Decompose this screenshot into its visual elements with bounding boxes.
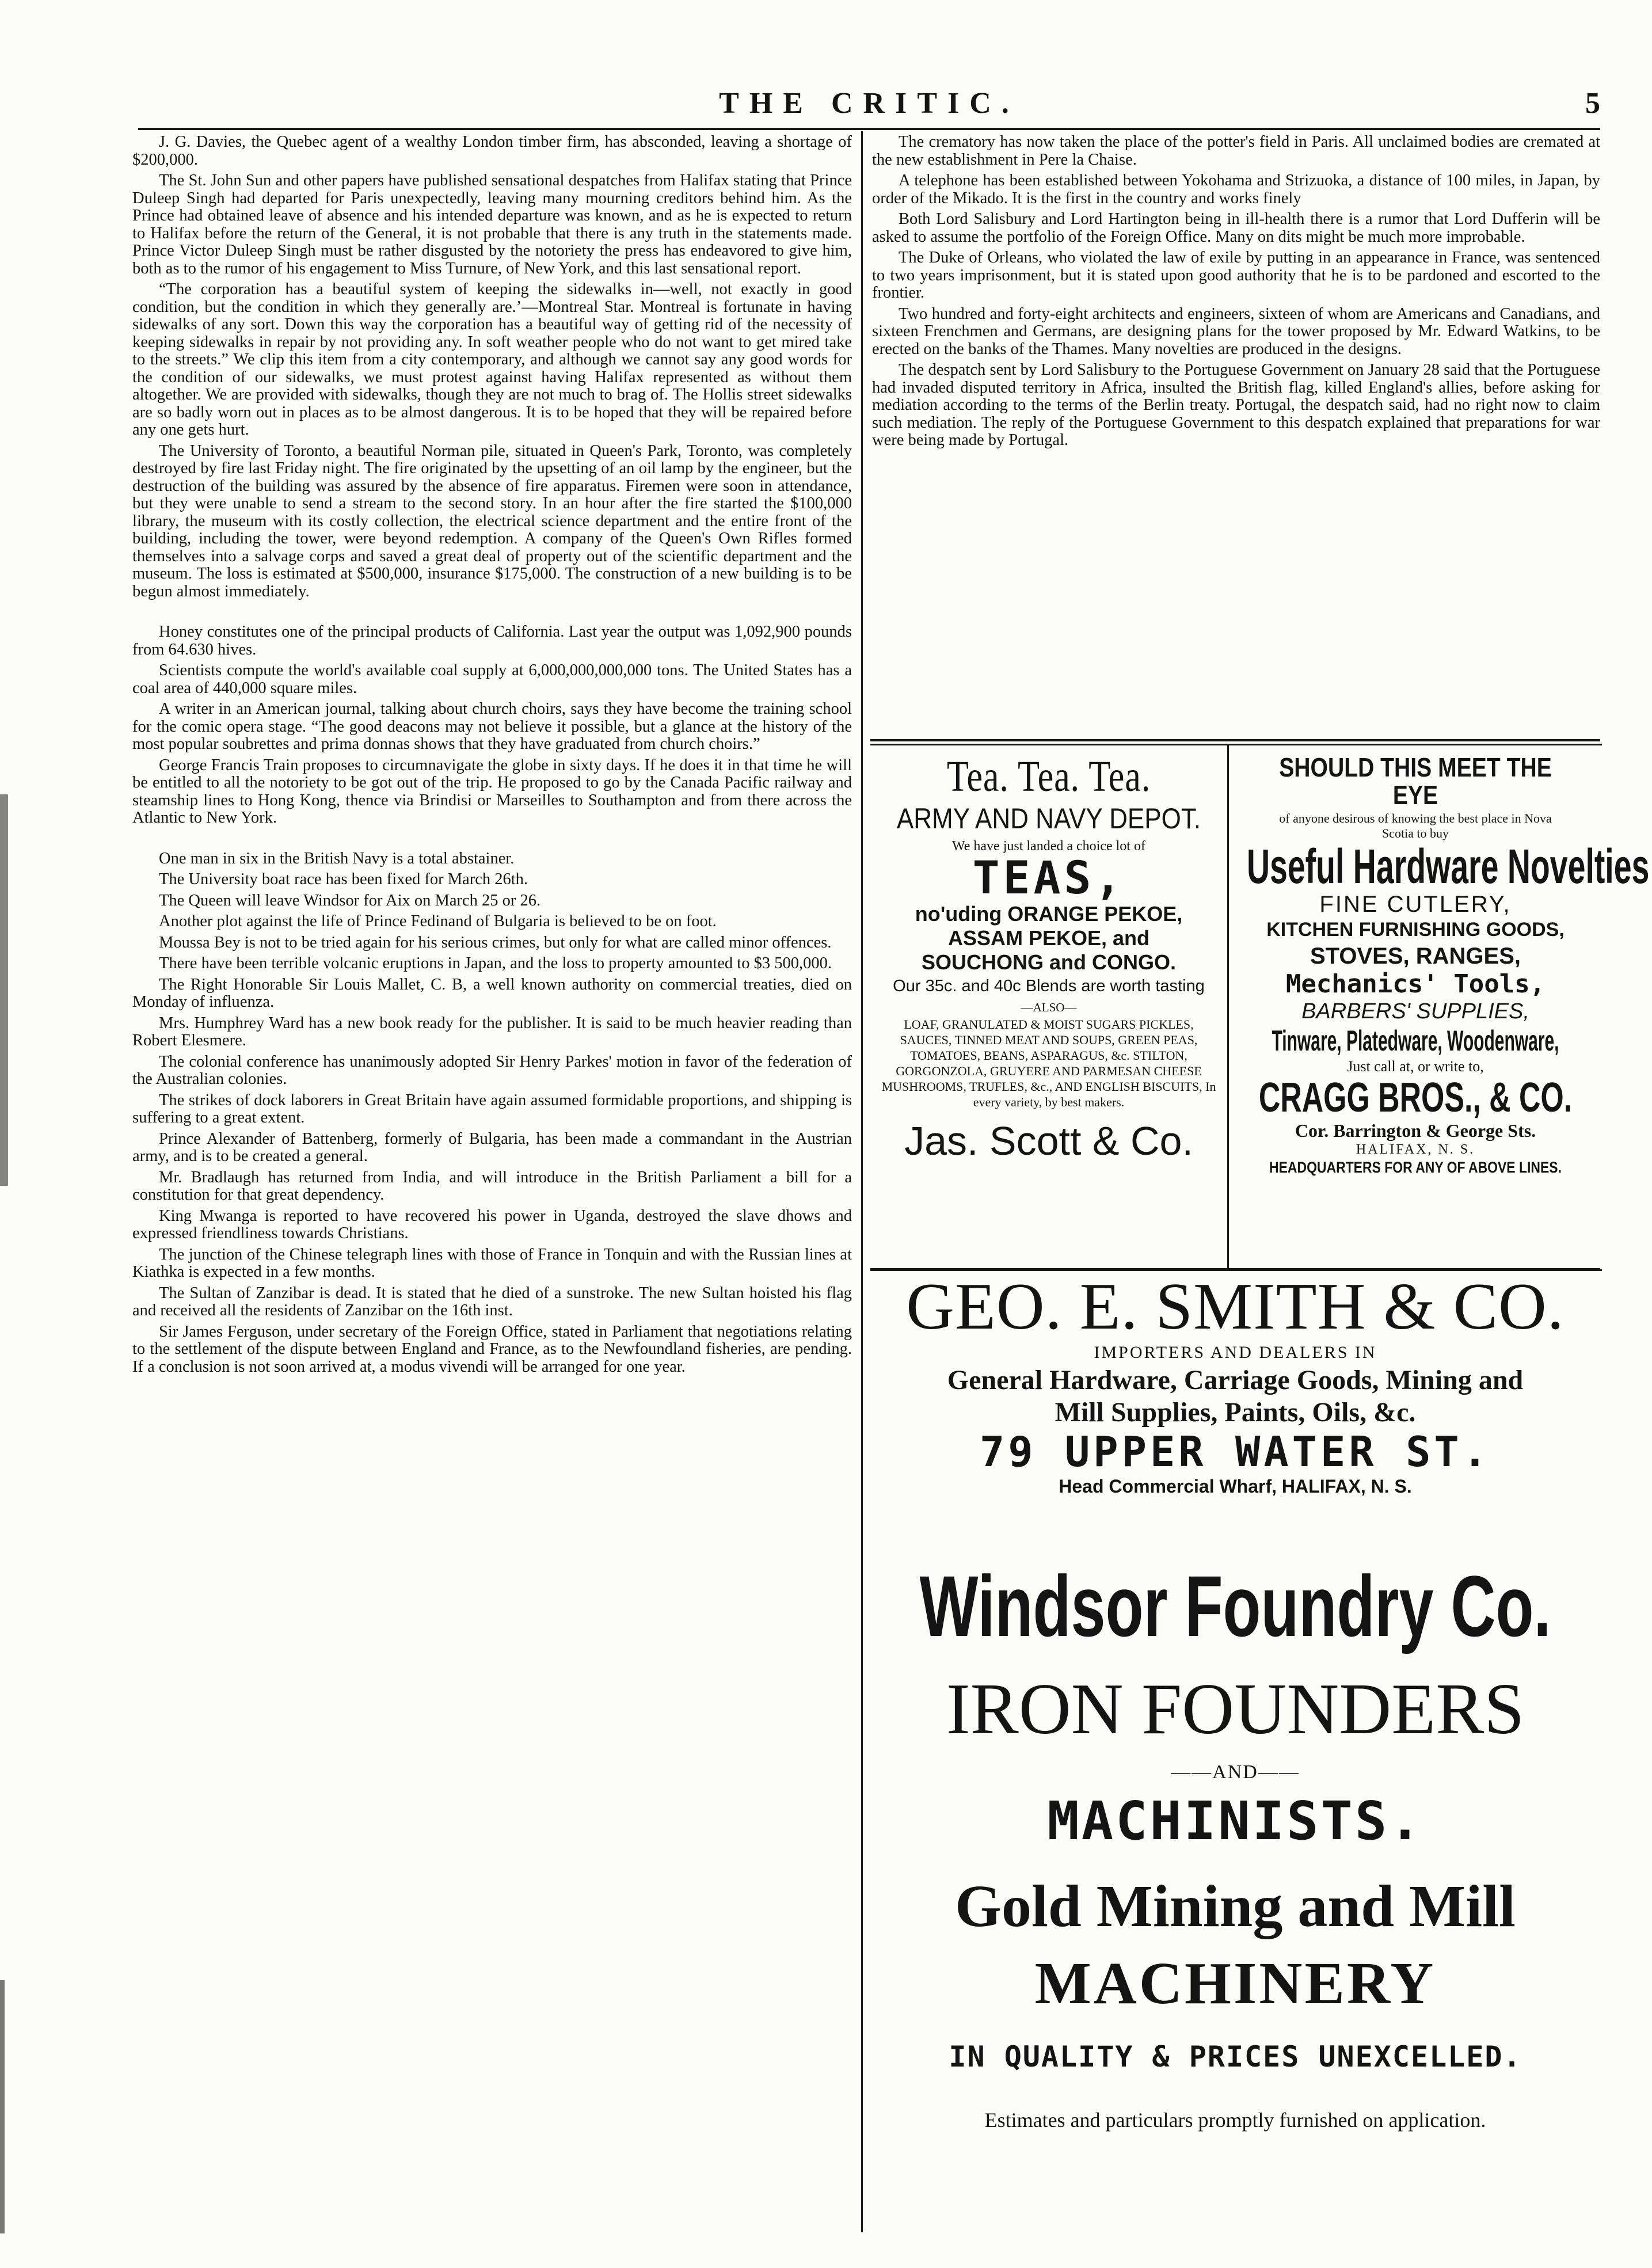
ad-text: Estimates and particulars promptly furnished on application. bbox=[984, 2109, 1486, 2132]
left-column bbox=[132, 134, 852, 1379]
news-item: J. G. Davies, the Quebec agent of a wealthy London timber firm, has absconded, leaving a shortage of $200,000. bbox=[132, 133, 852, 169]
news-item: A writer in an American journal, talking about church choirs, says they have become the training school for the comic opera stage. “The good deacons may not believe it possible, but a glance at the history of the most popular soubrettes and prima donnas shows that they have graduated from church choirs.” bbox=[132, 700, 852, 753]
ad-heading: IRON FOUNDERS bbox=[946, 1669, 1525, 1749]
news-item: The crematory has now taken the place of the potter's field in Paris. All unclaimed bodies are cremated at the new establishment in Pere la Chaise. bbox=[872, 133, 1600, 169]
newspaper-title: THE CRITIC. bbox=[719, 87, 1019, 120]
news-item: The junction of the Chinese telegraph lines with those of France in Tonquin and with the Russian lines at Kiathka is expected in a few months. bbox=[132, 1245, 852, 1281]
ad-address: Cor. Barrington & George Sts. bbox=[1295, 1120, 1536, 1141]
ad-text: Our 35c. and 40c Blends are worth tasting bbox=[893, 977, 1205, 995]
news-item: Two hundred and forty-eight architects and engineers, sixteen of whom are Americans and Canadians, and sixteen Frenchmen and Germans, are designing plans for the tower proposed by Mr. Edward Watkins, to be erected on the banks of the Thames. Many novelties are produced in the designs. bbox=[872, 305, 1600, 358]
news-item: Mr. Bradlaugh has returned from India, and will introduce in the British Parliament a bill for a constitution for that great dependency. bbox=[132, 1168, 852, 1204]
ad-product-heading: TEAS, bbox=[972, 853, 1125, 904]
ad-product-heading: Gold Mining and Mill bbox=[955, 1873, 1516, 1939]
ad-firm-name: Jas. Scott & Co. bbox=[904, 1118, 1193, 1163]
ad-text: —ALSO— bbox=[1021, 1000, 1077, 1014]
news-item: The University of Toronto, a beautiful Norman pile, situated in Queen's Park, Toronto, was completely destroyed by fire last Friday night. The fire originated by the upsetting of an oil lamp by the engineer, but the destruction of the building was assured by the absence of fire apparatus. Firemen were soon in attendance, but they were unable to send a stream to the second story. In an hour after the fire started the $100,000 library, the museum with its costly collection, the electrical science department and the entire front of the building, including the tower, were beyond redemption. A company of the Queen's Own Rifles formed themselves into a salvage corps and saved a great deal of property out of the scientific department and the museum. The loss is estimated at $500,000, insurance $175,000. The construction of a new building is to be begun almost immediately. bbox=[132, 442, 852, 600]
news-item: The despatch sent by Lord Salisbury to the Portuguese Government on January 28 said that the Portuguese had invaded disputed territory in Africa, insulted the British flag, killed England's allies, before asking for mediation according to the terms of the Berlin treaty. Portugal, the despatch said, had no right now to claim such mediation. The reply of the Portuguese Government to this despatch explained that preparations for war were being made by Portugal. bbox=[872, 361, 1600, 449]
ad-headline: Tea. Tea. Tea. bbox=[946, 752, 1151, 801]
column-divider bbox=[861, 131, 863, 2232]
ad-product-line: no'uding ORANGE PEKOE, bbox=[915, 902, 1183, 926]
scan-edge-mark bbox=[0, 1980, 5, 2233]
ad-product-heading: MACHINERY bbox=[1034, 1950, 1436, 2016]
ad-product-line: KITCHEN FURNISHING GOODS, bbox=[1266, 919, 1565, 941]
ad-address: Head Commercial Wharf, HALIFAX, N. S. bbox=[1059, 1476, 1412, 1497]
ad-firm-name: Windsor Foundry Co. bbox=[919, 1558, 1551, 1654]
ad-product-line: Tinware, Platedware, Woodenware, bbox=[1272, 1025, 1559, 1057]
ad-product-line: BARBERS' SUPPLIES, bbox=[1301, 999, 1529, 1023]
smith-advertisement bbox=[870, 1272, 1600, 1498]
ad-product-line: ASSAM PEKOE, and bbox=[947, 926, 1150, 950]
ad-address: HALIFAX, N. S. bbox=[1356, 1142, 1475, 1157]
news-item: The colonial conference has unanimously adopted Sir Henry Parkes' motion in favor of the federation of the Australian colonies. bbox=[132, 1052, 852, 1088]
ad-text: Just call at, or write to, bbox=[1347, 1058, 1484, 1075]
ad-product-line: SOUCHONG and CONGO. bbox=[921, 950, 1177, 974]
ad-product-list: LOAF, GRANULATED & MOIST SUGARS PICKLES, SAUCES, TINNED MEAT AND SOUPS, GREEN PEAS, TOMATOES, BEANS, ASPARAGUS, &c. STILTON, GORGONZOLA, GRUYERE AND PARMESAN CHEESE MUSHROOMS, TRUFLES, &c., AND ENGLISH BISCUITS, In every variety, by best makers. bbox=[881, 1017, 1216, 1109]
news-item: Mrs. Humphrey Ward has a new book ready for the publisher. It is said to be much heavier reading than Robert Elesmere. bbox=[132, 1014, 852, 1049]
ad-product-line: General Hardware, Carriage Goods, Mining and bbox=[947, 1365, 1524, 1395]
ad-top-rule bbox=[870, 739, 1600, 741]
ad-text: We have just landed a choice lot of bbox=[952, 839, 1145, 854]
ad-heading: MACHINISTS. bbox=[1047, 1790, 1423, 1852]
windsor-foundry-advertisement bbox=[870, 1560, 1600, 2132]
tea-advertisement bbox=[870, 744, 1229, 1271]
ad-address: 79 UPPER WATER ST. bbox=[979, 1428, 1491, 1476]
news-item: The Sultan of Zanzibar is dead. It is stated that he died of a sunstroke. The new Sultan hoisted his flag and received all the residents of Zanzibar on the 16th inst. bbox=[132, 1284, 852, 1319]
news-item: One man in six in the British Navy is a total abstainer. bbox=[159, 849, 515, 867]
hardware-advertisement bbox=[1227, 744, 1650, 1271]
ad-text: ——AND—— bbox=[1171, 1761, 1300, 1783]
ad-subheading: ARMY AND NAVY DEPOT. bbox=[896, 802, 1201, 835]
news-item: A telephone has been established between Yokohama and Strizuoka, a distance of 100 miles, in Japan, by order of the Mikado. It is the first in the country and works finely bbox=[872, 172, 1600, 207]
news-item: The Queen will leave Windsor for Aix on March 25 or 26. bbox=[159, 891, 541, 910]
news-item: King Mwanga is reported to have recovered his power in Uganda, destroyed the slave dhows and expressed friendliness towards Christians. bbox=[132, 1207, 852, 1242]
ad-product-line: FINE CUTLERY, bbox=[1319, 892, 1512, 917]
ad-product-line: Mechanics' Tools, bbox=[1285, 969, 1546, 999]
page-number: 5 bbox=[1585, 87, 1600, 120]
scan-edge-mark bbox=[0, 794, 8, 1186]
news-item: The strikes of dock laborers in Great Britain have again assumed formidable proportions, and shipping is suffering to a great extent. bbox=[132, 1091, 852, 1127]
news-item: The University boat race has been fixed for March 26th. bbox=[159, 870, 528, 888]
ad-firm-name: CRAGG BROS., & CO. bbox=[1258, 1075, 1573, 1121]
ad-tagline: IN QUALITY & PRICES UNEXCELLED. bbox=[949, 2040, 1522, 2073]
news-item: Prince Alexander of Battenberg, formerly of Bulgaria, has been made a commandant in the Austrian army, and is to be created a general. bbox=[132, 1129, 852, 1165]
news-item: Scientists compute the world's available coal supply at 6,000,000,000,000 tons. The United States has a coal area of 440,000 square miles. bbox=[132, 661, 852, 697]
masthead-rule bbox=[138, 128, 1600, 130]
news-item: Another plot against the life of Prince Fedinand of Bulgaria is believed to be on foot. bbox=[159, 912, 717, 930]
news-item: Both Lord Salisbury and Lord Hartington being in ill-health there is a rumor that Lord Dufferin will be asked to assume the portfolio of the Foreign Office. Many on dits might be much more improbable. bbox=[872, 210, 1600, 246]
ad-tagline: HEADQUARTERS FOR ANY OF ABOVE LINES. bbox=[1269, 1159, 1562, 1176]
news-item: There have been terrible volcanic eruptions in Japan, and the loss to property amounted to $3 500,000. bbox=[159, 954, 832, 972]
news-item: Sir James Ferguson, under secretary of the Foreign Office, stated in Parliament that negotiations relating to the settlement of the dispute between England and France, as to the Newfoundland fisheries, are pending. If a conclusion is not soon arrived at, a modus vivendi will be arranged for one year. bbox=[132, 1322, 852, 1376]
news-item: “The corporation has a beautiful system of keeping the sidewalks in—well, not exactly in good condition, but the condition in which they generally are.’—Montreal Star. Montreal is fortunate in having sidewalks of any sort. Down this way the corporation has a beautiful way of getting rid of the necessity of keeping sidewalks in repair by not providing any. In soft weather people who do not want to get mired take to the streets.” We clip this item from a city contemporary, and although we cannot say any good words for the condition of our sidewalks, we must protest against having Halifax represented as without them altogether. We are provided with sidewalks, though they are not much to brag of. The Hollis street sidewalks are so badly worn out in places as to be almost dangerous. It is to be hoped that they will be repaired before any one gets hurt. bbox=[132, 280, 852, 439]
news-item: The Right Honorable Sir Louis Mallet, C. B, a well known authority on commercial treaties, died on Monday of influenza. bbox=[132, 975, 852, 1011]
ad-product-line: STOVES, RANGES, bbox=[1310, 943, 1521, 969]
news-item: The St. John Sun and other papers have published sensational despatches from Halifax stating that Prince Duleep Singh had departed for Paris unexpectedly, leaving many mourning creditors behind him. As the Prince had obtained leave of absence and his intended departure was known, and as he is expected to return to Halifax before the return of the General, it is not probable that there is any truth in the statements made. Prince Victor Duleep Singh must be rather disgusted by the notoriety the press has endeavored to give him, both as to the rumor of his engagement to Miss Turnure, of New York, and this last sensational report. bbox=[132, 172, 852, 277]
ad-text: of anyone desirous of knowing the best place in Nova Scotia to buy bbox=[1279, 811, 1552, 840]
news-item: Moussa Bey is not to be tried again for his serious crimes, but only for what are called minor offences. bbox=[159, 933, 832, 952]
masthead bbox=[138, 86, 1600, 125]
right-column bbox=[872, 134, 1600, 453]
news-item: The Duke of Orleans, who violated the law of exile by putting in an appearance in France, was sentenced to two years imprisonment, but it is stated upon good authority that he is to be pardoned and escorted to the frontier. bbox=[872, 249, 1600, 302]
ad-headline: SHOULD THIS MEET THE EYE bbox=[1279, 752, 1552, 810]
news-item: George Francis Train proposes to circumnavigate the globe in sixty days. If he does it in that time he will be entitled to all the notoriety to be got out of the trip. He proposed to go by the Canada Pacific railway and steamship lines to Hong Kong, thence via Brindisi or Marseilles to Southampton and from there across the Atlantic to New York. bbox=[132, 756, 852, 827]
ad-text: IMPORTERS AND DEALERS IN bbox=[1094, 1343, 1377, 1362]
ad-product-heading: Useful Hardware Novelties bbox=[1246, 839, 1650, 893]
ad-product-line: Mill Supplies, Paints, Oils, &c. bbox=[1055, 1397, 1416, 1428]
ad-firm-name: GEO. E. SMITH & CO. bbox=[906, 1270, 1565, 1344]
news-item: Honey constitutes one of the principal products of California. Last year the output was 1,092,900 pounds from 64.630 hives. bbox=[132, 623, 852, 659]
